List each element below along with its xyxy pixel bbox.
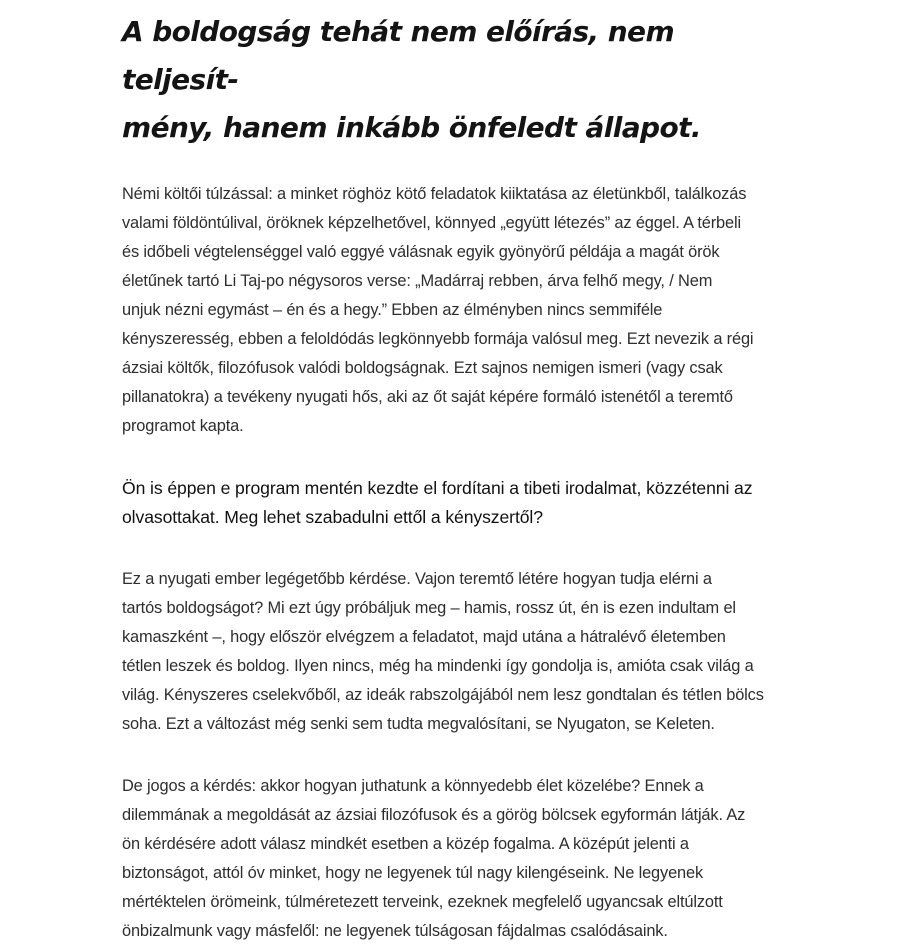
headline-line: A boldogság tehát nem előírás, nem teljesít- <box>122 15 675 96</box>
text-line: unjuk nézni egymást – én és a hegy.” Ebben az élményben nincs semmiféle <box>122 301 663 319</box>
text-line: világ. Kényszeres cselekvőből, az ideák rabszolgájából nem lesz gondtalan és tétlen bölcs <box>122 686 764 704</box>
text-line: dilemmának a megoldását az ázsiai filozófusok és a görög bölcsek egyformán látják. Az <box>122 806 746 824</box>
paragraph-2 <box>122 565 794 739</box>
text-line: Némi költői túlzással: a minket röghöz kötő feladatok kiiktatása az életünkből, találkozás <box>122 185 747 203</box>
text-line: tartós boldogságot? Mi ezt úgy próbáljuk meg – hamis, rossz út, én is ezen indultam el <box>122 599 736 617</box>
text-line: kényszeresség, ebben a feloldódás legkönnyebb formája valósul meg. Ezt nevezik a régi <box>122 330 754 348</box>
text-line: programot kapta. <box>122 417 244 435</box>
text-line: De jogos a kérdés: akkor hogyan juthatunk a könnyedebb élet közelébe? Ennek a <box>122 777 704 795</box>
text-line: olvasottakat. Meg lehet szabadulni ettől a kényszertől? <box>122 507 543 527</box>
text-line: kamaszként –, hogy először elvégzem a feladatot, majd utána a hátralévő életemben <box>122 628 726 646</box>
headline-line: mény, hanem inkább önfeledt állapot. <box>122 111 701 144</box>
paragraph-1 <box>122 180 794 441</box>
text-line: biztonságot, attól óv minket, hogy ne legyenek túl nagy kilengéseink. Ne legyenek <box>122 864 704 882</box>
text-line: Ön is éppen e program mentén kezdte el fordítani a tibeti irodalmat, közzétenni az <box>122 478 753 498</box>
article-headline <box>122 8 794 152</box>
paragraph-3 <box>122 772 794 946</box>
article-body <box>122 8 794 946</box>
text-line: mértéktelen örömeink, túlméretezett terveink, ezeknek megfelelő ugyancsak eltúlzott <box>122 893 723 911</box>
text-line: pillanatokra) a tevékeny nyugati hős, aki az őt saját képére formáló istenétől a teremtő <box>122 388 733 406</box>
text-line: ázsiai költők, filozófusok valódi boldogságnak. Ezt sajnos nemigen ismeri (vagy csak <box>122 359 723 377</box>
text-line: életűnek tartó Li Taj-po négysoros verse: „Madárraj rebben, árva felhő megy, / Nem <box>122 272 713 290</box>
text-line: soha. Ezt a változást még senki sem tudta megvalósítani, se Nyugaton, se Keleten. <box>122 715 715 733</box>
text-line: Ez a nyugati ember legégetőbb kérdése. Vajon teremtő létére hogyan tudja elérni a <box>122 570 712 588</box>
interview-question <box>122 474 794 532</box>
text-line: tétlen leszek és boldog. Ilyen nincs, még ha mindenki így gondolja is, amióta csak világ a <box>122 657 754 675</box>
text-line: valami földöntúlival, öröknek képzelhetővel, könnyed „együtt létezés” az éggel. A térbeli <box>122 214 741 232</box>
text-line: és időbeli végtelenséggel való eggyé válásnak egyik gyönyörű példája a magát örök <box>122 243 720 261</box>
text-line: ön kérdésére adott válasz mindkét esetben a közép fogalma. A középút jelenti a <box>122 835 689 853</box>
text-line: önbizalmunk vagy másfelől: ne legyenek túlságosan fájdalmas csalódásaink. <box>122 922 668 940</box>
